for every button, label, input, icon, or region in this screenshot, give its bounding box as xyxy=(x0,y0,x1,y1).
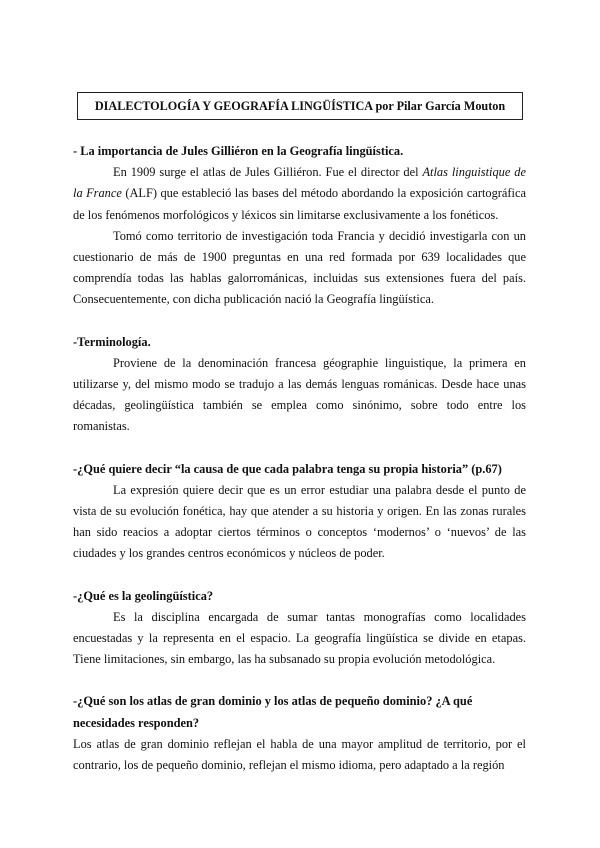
paragraph-text: (ALF) que estableció las bases del método abordando la exposición cartográfica de los fenómenos morfológicos y léxicos sin limitarse exclusivamente a los fonéticos. xyxy=(73,186,526,222)
section-heading-terminologia: -Terminología. xyxy=(73,334,151,349)
paragraph-terminologia: Proviene de la denominación francesa géographie linguistique, la primera en utilizarse y, del mismo modo se tradujo a las demás lenguas románicas. Desde hace unas décadas, geolingüística también se emplea como sinónimo, sobre todo entre los romanistas. xyxy=(73,355,526,434)
paragraph-atlas: Los atlas de gran dominio reflejan el habla de una mayor amplitud de territorio, por el contrario, los de pequeño dominio, reflejan el mismo idioma, pero adaptado a la región xyxy=(73,736,526,773)
section-heading-gillieron: - La importancia de Jules Gilliéron en la Geografía lingüística. xyxy=(73,144,404,158)
spacer xyxy=(73,565,526,586)
paragraph-historia: La expresión quiere decir que es un error estudiar una palabra desde el punto de vista de su evolución fonética, hay que atender a su historia y origen. En las zonas rurales han sido reacios a adoptar ciertos términos o conceptos ‘modernos’ o ‘nuevos’ de las ciudades y los grandes centros económicos y núcleos de poder. xyxy=(73,482,526,561)
atlas-title-italic: Atlas linguistique de la France xyxy=(73,165,527,201)
paragraph-gillieron-1 xyxy=(73,162,526,226)
paragraph-geolinguistica: Es la disciplina encargada de sumar tantas monografías como localidades encuestadas y la representa en el espacio. La geografía lingüística se divide en etapas. Tiene limitaciones, sin embargo, las ha subsanado su propia evolución metodológica. xyxy=(73,609,526,667)
spacer xyxy=(73,438,526,459)
document-body xyxy=(73,141,526,776)
document-title: DIALECTOLOGÍA Y GEOGRAFÍA LINGÜÍSTICA por Pilar García Mouton xyxy=(94,98,506,113)
section-heading-historia: -¿Qué quiere decir “la causa de que cada palabra tenga su propia historia” (p.67) xyxy=(73,461,502,476)
paragraph-text: En 1909 surge el atlas de Jules Gilliéron. Fue el director del xyxy=(113,165,423,180)
spacer xyxy=(73,670,526,691)
section-heading-geolinguistica: -¿Qué es la geolingüística? xyxy=(73,588,214,603)
spacer xyxy=(73,311,526,332)
document-title-box xyxy=(77,92,523,120)
paragraph-gillieron-2: Tomó como territorio de investigación toda Francia y decidió investigarla con un cuestionario de más de 1900 preguntas en una red formada por 639 localidades que comprendía todas las hablas galorrománicas, incluidas sus extensiones fuera del país. Consecuentemente, con dicha publicación nació la Geografía lingüística. xyxy=(73,228,526,307)
section-heading-atlas: -¿Qué son los atlas de gran dominio y los atlas de pequeño dominio? ¿A qué necesidades responden? xyxy=(73,694,473,730)
